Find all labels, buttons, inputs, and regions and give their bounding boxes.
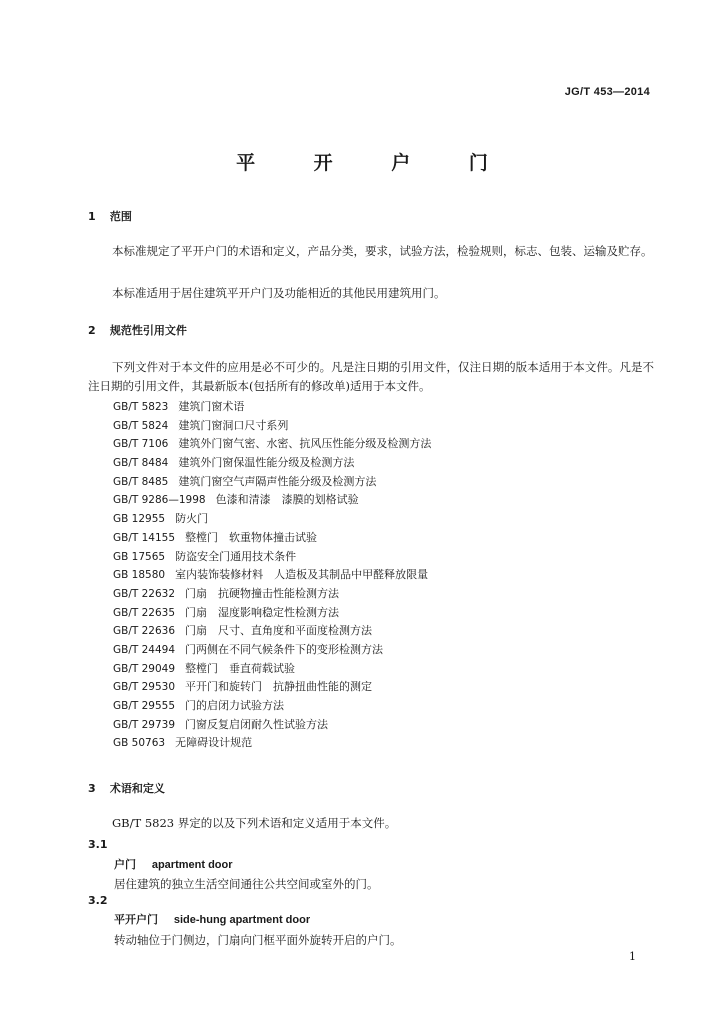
terms-intro [88,814,654,833]
reference-code: GB/T 24494 [113,643,176,656]
section-2-title: 规范性引用文件 [109,324,187,337]
reference-item [113,697,431,716]
reference-name: 室内装饰装修材料 人造板及其制品中甲醛释放限量 [175,568,429,582]
reference-item [113,585,431,604]
reference-code: GB/T 9286—1998 [113,494,206,507]
scope-paragraph-1-text: 本标准规定了平开户门的术语和定义，产品分类，要求，试验方法，检验规则，标志、包装、运输及贮存。 [112,244,653,258]
reference-name: 防火门 [175,512,209,526]
reference-name: 建筑外门窗保温性能分级及检测方法 [178,456,355,470]
reference-item [113,678,431,697]
section-3-number: 3 [88,782,96,795]
reference-name: 门的启闭力试验方法 [185,699,285,712]
section-2-number: 2 [88,324,96,337]
reference-code: GB/T 7106 [113,438,169,451]
reference-item [113,734,431,753]
reference-name: 建筑门窗术语 [178,400,245,413]
document-title: 平 开 户 门 [236,152,514,174]
reference-name: 建筑门窗空气声隔声性能分级及检测方法 [178,474,377,488]
reference-item [113,473,431,492]
reference-item [113,491,431,510]
reference-item [113,548,431,567]
reference-code: GB 12955 [113,513,166,526]
section-1-heading [88,208,132,224]
terms-intro-text: GB/T 5823 界定的以及下列术语和定义适用于本文件。 [112,816,397,830]
reference-code: GB/T 29555 [113,700,176,712]
term-3-1 [114,856,233,872]
reference-code: GB/T 5823 [113,401,169,413]
reference-code: GB/T 8485 [113,475,169,488]
clause-3-1-number: 3.1 [88,838,108,851]
reference-code: GB/T 14155 [113,531,176,544]
reference-code: GB/T 22636 [113,625,176,638]
reference-name: 建筑门窗洞口尺寸系列 [178,418,289,432]
clause-3-2-number: 3.2 [88,894,108,907]
reference-code: GB 50763 [113,737,166,750]
reference-code: GB/T 8484 [113,457,169,470]
reference-item [113,454,431,473]
reference-item [113,566,431,585]
section-1-title: 范围 [109,210,132,223]
reference-name: 整樘门 软重物体撞击试验 [185,530,318,544]
reference-name: 整樘门 垂直荷载试验 [185,661,296,675]
scope-paragraph-1 [88,242,654,261]
reference-item [113,716,431,735]
reference-code: GB 17565 [113,550,166,563]
scope-paragraph-2 [88,284,654,303]
reference-item [113,529,431,548]
reference-name: 无障碍设计规范 [175,736,253,750]
reference-item [113,641,431,660]
section-2-heading [88,322,187,338]
reference-code: GB/T 22632 [113,587,176,600]
scope-paragraph-2-text: 本标准适用于居住建筑平开户门及功能相近的其他民用建筑用门。 [112,286,446,300]
reference-item [113,417,431,436]
reference-code: GB/T 5824 [113,419,169,432]
reference-name: 建筑外门窗气密、水密、抗风压性能分级及检测方法 [178,437,432,451]
standard-code: JG/T 453—2014 [564,86,650,98]
reference-name: 门扇 湿度影响稳定性检测方法 [185,605,340,619]
reference-name: 色漆和清漆 漆膜的划格试验 [215,493,359,507]
reference-name: 门窗反复启闭耐久性试验方法 [185,717,329,731]
reference-item [113,660,431,679]
reference-item [113,604,431,623]
reference-code: GB/T 22635 [113,606,176,619]
reference-name: 门扇 抗硬物撞击性能检测方法 [185,586,340,600]
reference-code: GB 18580 [113,569,166,582]
reference-code: GB/T 29049 [113,662,176,675]
reference-item [113,398,431,417]
term-3-2-chinese: 平开户门 [114,913,158,926]
section-3-title: 术语和定义 [109,782,165,795]
reference-item [113,622,431,641]
references-intro-text: 下列文件对于本文件的应用是必不可少的。凡是注日期的引用文件，仅注日期的版本适用于本文件。凡是不注日期的引用文件，其最新版本(包括所有的修改单)适用于本文件。 [88,360,654,393]
term-3-1-chinese: 户门 [114,858,136,871]
term-3-2-english: side-hung apartment door [173,914,311,926]
reference-item [113,510,431,529]
reference-name: 平开门和旋转门 抗静扭曲性能的测定 [185,680,373,694]
reference-list [113,398,431,753]
section-3-heading [88,780,165,796]
reference-code: GB/T 29530 [113,681,176,694]
reference-code: GB/T 29739 [113,718,176,731]
page-number: 1 [629,950,636,963]
term-3-1-english: apartment door [151,859,233,871]
reference-name: 门扇 尺寸、直角度和平面度检测方法 [185,624,373,638]
definition-3-2: 转动轴位于门侧边，门扇向门框平面外旋转开启的户门。 [114,933,402,947]
reference-name: 防盗安全门通用技术条件 [175,549,297,563]
term-3-2 [114,911,310,927]
definition-3-1: 居住建筑的独立生活空间通往公共空间或室外的门。 [114,877,379,891]
reference-item [113,435,431,454]
reference-name: 门两侧在不同气候条件下的变形检测方法 [185,642,384,656]
references-intro [88,358,654,395]
section-1-number: 1 [88,210,96,223]
